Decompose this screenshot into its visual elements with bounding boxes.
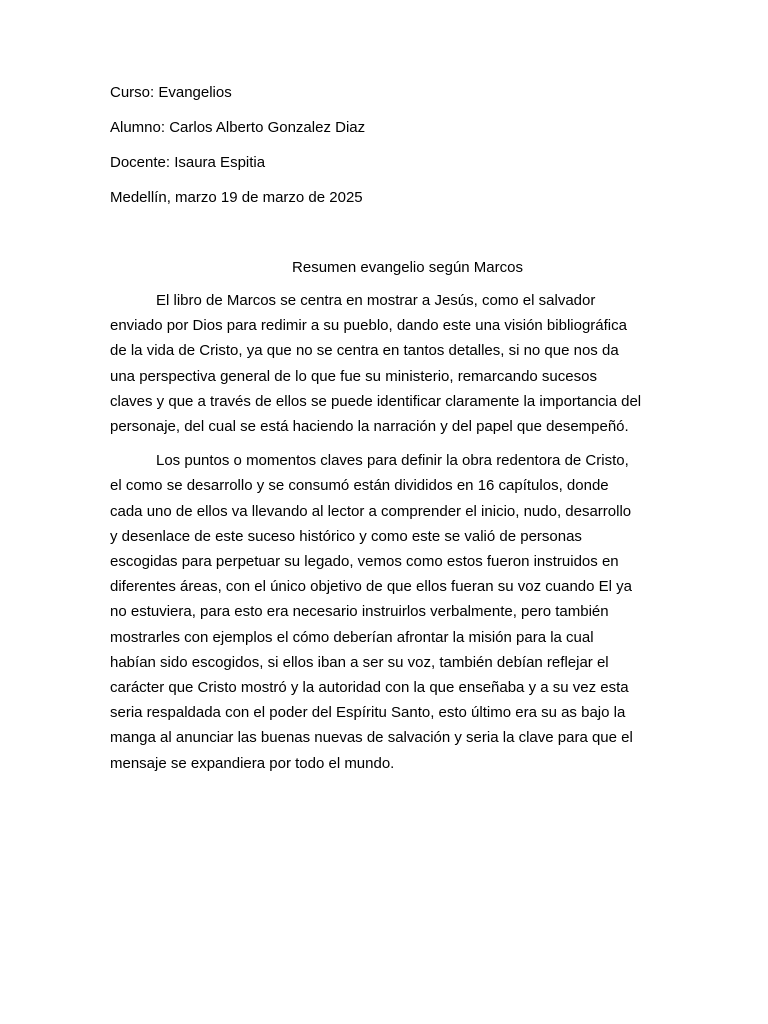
paragraph-line: seria respaldada con el poder del Espíritu Santo, esto último era su as bajo la (110, 704, 626, 722)
paragraph-line: el como se desarrollo y se consumó están divididos en 16 capítulos, donde (110, 477, 609, 495)
teacher-line: Docente: Isaura Espitia (110, 154, 266, 171)
place-date-line: Medellín, marzo 19 de marzo de 2025 (110, 189, 363, 206)
paragraph-line: Los puntos o momentos claves para definir la obra redentora de Cristo, (156, 452, 629, 470)
paragraph-line: claves y que a través de ellos se puede identificar claramente la importancia del (110, 392, 642, 410)
paragraph-line: mostrarles con ejemplos el cómo deberían afrontar la misión para la cual (110, 628, 594, 646)
paragraph-line: personaje, del cual se está haciendo la narración y del papel que desempeñó. (110, 418, 629, 436)
paragraph-line: cada uno de ellos va llevando al lector a comprender el inicio, nudo, desarrollo (110, 502, 632, 520)
paragraph-line: enviado por Dios para redimir a su pueblo, dando este una visión bibliográfica (110, 317, 627, 335)
paragraph-line: mensaje se expandiera por todo el mundo. (110, 754, 395, 772)
paragraph-line: escogidas para perpetuar su legado, vemos como estos fueron instruidos en (110, 553, 619, 571)
paragraph-line: habían sido escogidos, si ellos iban a ser su voz, también debían reflejar el (110, 653, 609, 671)
paragraph-line: no estuviera, para esto era necesario instruirlos verbalmente, pero también (110, 603, 609, 621)
paragraph-2 (110, 448, 658, 776)
paragraph-line: manga al anunciar las buenas nuevas de salvación y seria la clave para que el (110, 729, 633, 747)
document-title: Resumen evangelio según Marcos (292, 259, 523, 276)
paragraph-1 (110, 288, 658, 439)
paragraph-line: una perspectiva general de lo que fue su ministerio, remarcando sucesos (110, 367, 597, 385)
student-line: Alumno: Carlos Alberto Gonzalez Diaz (110, 119, 366, 136)
paragraph-line: de la vida de Cristo, ya que no se centra en tantos detalles, si no que nos da (110, 342, 619, 360)
course-line: Curso: Evangelios (110, 84, 232, 101)
paragraph-line: y desenlace de este suceso histórico y como este se valió de personas (110, 527, 582, 545)
paragraph-line: diferentes áreas, con el único objetivo de que ellos fueran su voz cuando El ya (110, 578, 632, 596)
paragraph-line: El libro de Marcos se centra en mostrar a Jesús, como el salvador (156, 292, 596, 309)
paragraph-line: carácter que Cristo mostró y la autoridad con la que enseñaba y a su vez esta (110, 679, 629, 697)
